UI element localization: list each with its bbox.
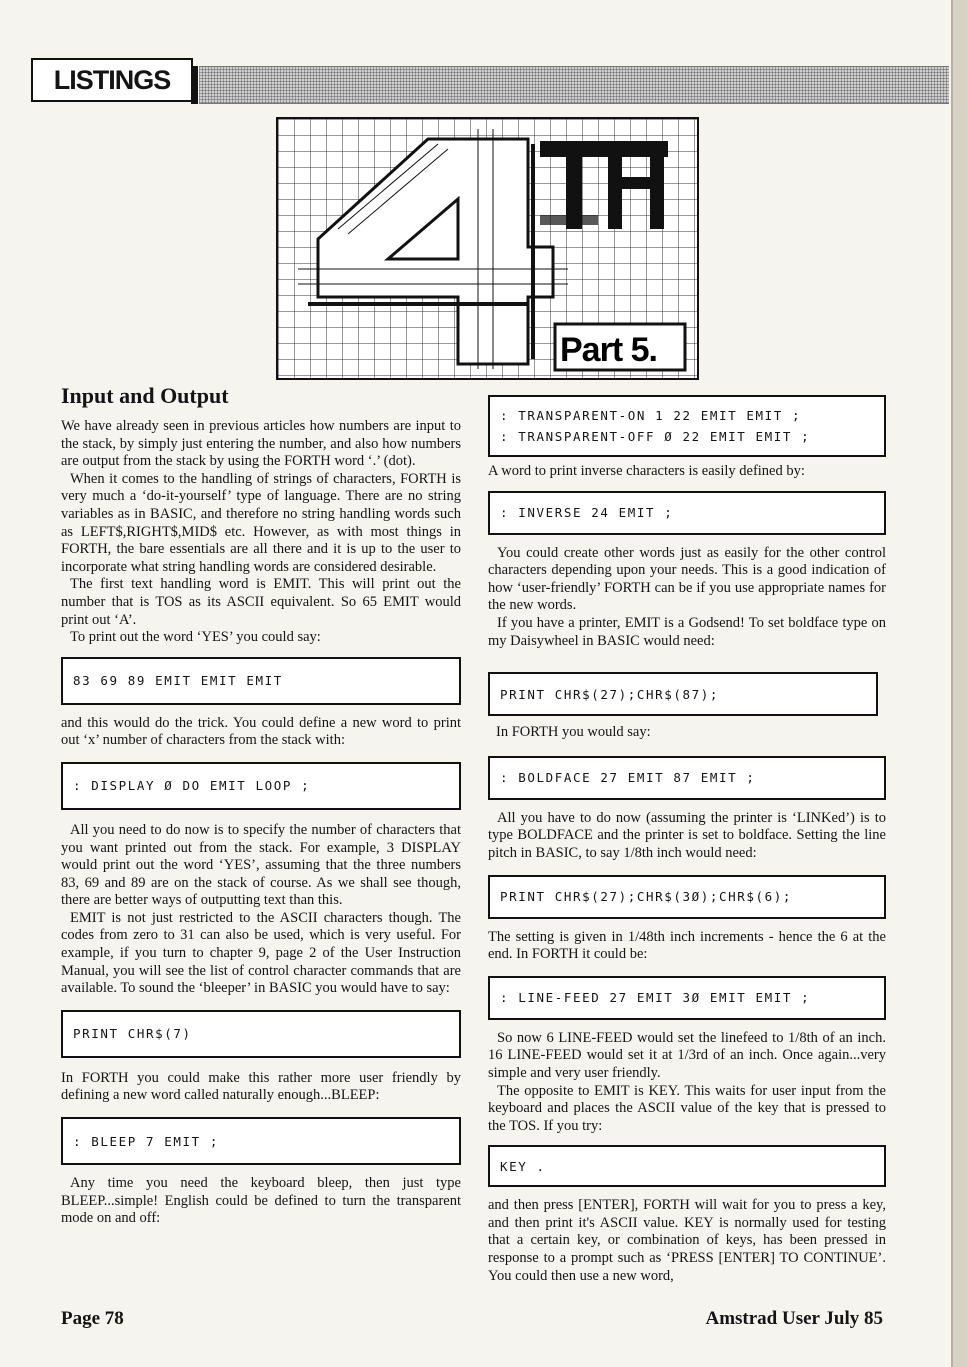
code-box bbox=[488, 875, 886, 919]
paragraph: We have already seen in previous articles how numbers are input to the stack, by simply just entering the number, and also how numbers are output from the stack by using the FORTH word ‘.’ (dot). bbox=[61, 418, 461, 470]
paragraph: In FORTH you could make this rather more user friendly by defining a new word called naturally enough...BLEEP: bbox=[61, 1069, 461, 1104]
article-heading: Input and Output bbox=[61, 383, 229, 408]
code-line: : INVERSE 24 EMIT ; bbox=[500, 505, 674, 521]
code-line: : LINE-FEED 27 EMIT 3Ø EMIT EMIT ; bbox=[500, 990, 811, 1006]
forth-logo bbox=[276, 117, 699, 380]
paragraph: If you have a printer, EMIT is a Godsend! To set boldface type on my Daisywheel in BASIC would need: bbox=[488, 614, 886, 649]
section-tag-shadow bbox=[191, 66, 198, 104]
code-box bbox=[488, 672, 878, 716]
code-line: PRINT CHR$(7) bbox=[73, 1026, 192, 1042]
code-line: KEY . bbox=[500, 1158, 546, 1174]
paragraph: The setting is given in 1/48th inch increments - hence the 6 at the end. In FORTH it could be: bbox=[488, 928, 886, 963]
code-line: PRINT CHR$(27);CHR$(87); bbox=[500, 686, 720, 702]
paragraph: The opposite to EMIT is KEY. This waits for user input from the keyboard and places the ASCII value of the key that is pressed to the TOS. If you try: bbox=[488, 1082, 886, 1134]
code-line: 83 69 89 EMIT EMIT EMIT bbox=[73, 673, 283, 689]
paragraph: All you have to do now (assuming the printer is ‘LINKed’) is to type BOLDFACE and the printer is set to boldface. Setting the line pitch in BASIC, to say 1/8th inch would need: bbox=[488, 809, 886, 861]
paragraph: A word to print inverse characters is easily defined by: bbox=[488, 463, 805, 479]
section-tag: LISTINGS bbox=[31, 58, 193, 102]
paragraph: When it comes to the handling of strings of characters, FORTH is very much a ‘do-it-yourself’ type of language. There are no string variables as in BASIC, and therefore no string handling words such as LEFT$,RIGHT$,MID$ etc. However, as with most things in FORTH, the bare essentials are all there and it is up to the user to incorporate what string handling words are considered desirable. bbox=[61, 470, 461, 575]
paragraph: You could create other words just as easily for the other control characters depending upon your needs. This is a good indication of how ‘user-friendly’ FORTH can be if you use appropriate names for the new words. bbox=[488, 544, 886, 614]
left-column bbox=[61, 382, 461, 1228]
part-label: Part 5. bbox=[560, 331, 657, 369]
paragraph: All you need to do now is to specify the number of characters that you want printed out from the stack. For example, 3 DISPLAY would print out the word ‘YES’, assuming that the three numbers 83, 69 and 89 are on the stack of course. As we shall see though, there are better ways of outputting text than this. bbox=[61, 821, 461, 909]
page-edge bbox=[951, 0, 967, 1367]
magazine-issue: Amstrad User July 85 bbox=[705, 1308, 883, 1329]
paragraph: EMIT is not just restricted to the ASCII characters though. The codes from zero to 31 can also be used, which is very useful. For example, if you turn to chapter 9, page 2 of the User Instruction Manual, you will see the list of control character commands that are available. To sound the ‘bleeper’ in BASIC you would have to say: bbox=[61, 909, 461, 997]
code-box bbox=[488, 1145, 886, 1187]
page-number: Page 78 bbox=[61, 1308, 124, 1329]
paragraph: and then press [ENTER], FORTH will wait for you to press a key, and then print it's ASCII value. KEY is normally used for testing that a certain key, or combination of keys, has been pressed in response to a prompt such as ‘PRESS [ENTER] TO CONTINUE’. You could then use a new word, bbox=[488, 1197, 886, 1284]
code-box bbox=[488, 756, 886, 800]
code-box bbox=[61, 1010, 461, 1058]
code-box bbox=[488, 395, 886, 457]
code-line: : BOLDFACE 27 EMIT 87 EMIT ; bbox=[500, 770, 756, 786]
code-line: : DISPLAY Ø DO EMIT LOOP ; bbox=[73, 778, 311, 794]
code-box bbox=[61, 657, 461, 705]
paragraph: The first text handling word is EMIT. This will print out the number that is TOS as its ASCII equivalent. So 65 EMIT would print out ‘A’. bbox=[61, 576, 461, 628]
right-column bbox=[488, 395, 886, 1285]
code-box bbox=[61, 1117, 461, 1165]
paragraph: and this would do the trick. You could define a new word to print out ‘x’ number of characters from the stack with: bbox=[61, 714, 461, 749]
code-box bbox=[488, 491, 886, 535]
code-line: : TRANSPARENT-OFF Ø 22 EMIT EMIT ; bbox=[500, 429, 811, 444]
header-stripe bbox=[199, 66, 949, 104]
forth-logo-graphic bbox=[278, 119, 697, 378]
paragraph: In FORTH you would say: bbox=[496, 724, 651, 741]
code-box bbox=[61, 762, 461, 810]
code-line: PRINT CHR$(27);CHR$(3Ø);CHR$(6); bbox=[500, 889, 793, 905]
code-box bbox=[488, 976, 886, 1020]
code-line: : BLEEP 7 EMIT ; bbox=[73, 1133, 220, 1149]
paragraph: Any time you need the keyboard bleep, then just type BLEEP...simple! English could be defined to turn the transparent mode on and off: bbox=[61, 1175, 461, 1227]
paragraph: To print out the word ‘YES’ you could say: bbox=[70, 629, 321, 646]
paragraph: So now 6 LINE-FEED would set the linefeed to 1/8th of an inch. 16 LINE-FEED would set it at 1/3rd of an inch. Once again...very simple and very user friendly. bbox=[488, 1029, 886, 1081]
code-line: : TRANSPARENT-ON 1 22 EMIT EMIT ; bbox=[500, 408, 802, 423]
